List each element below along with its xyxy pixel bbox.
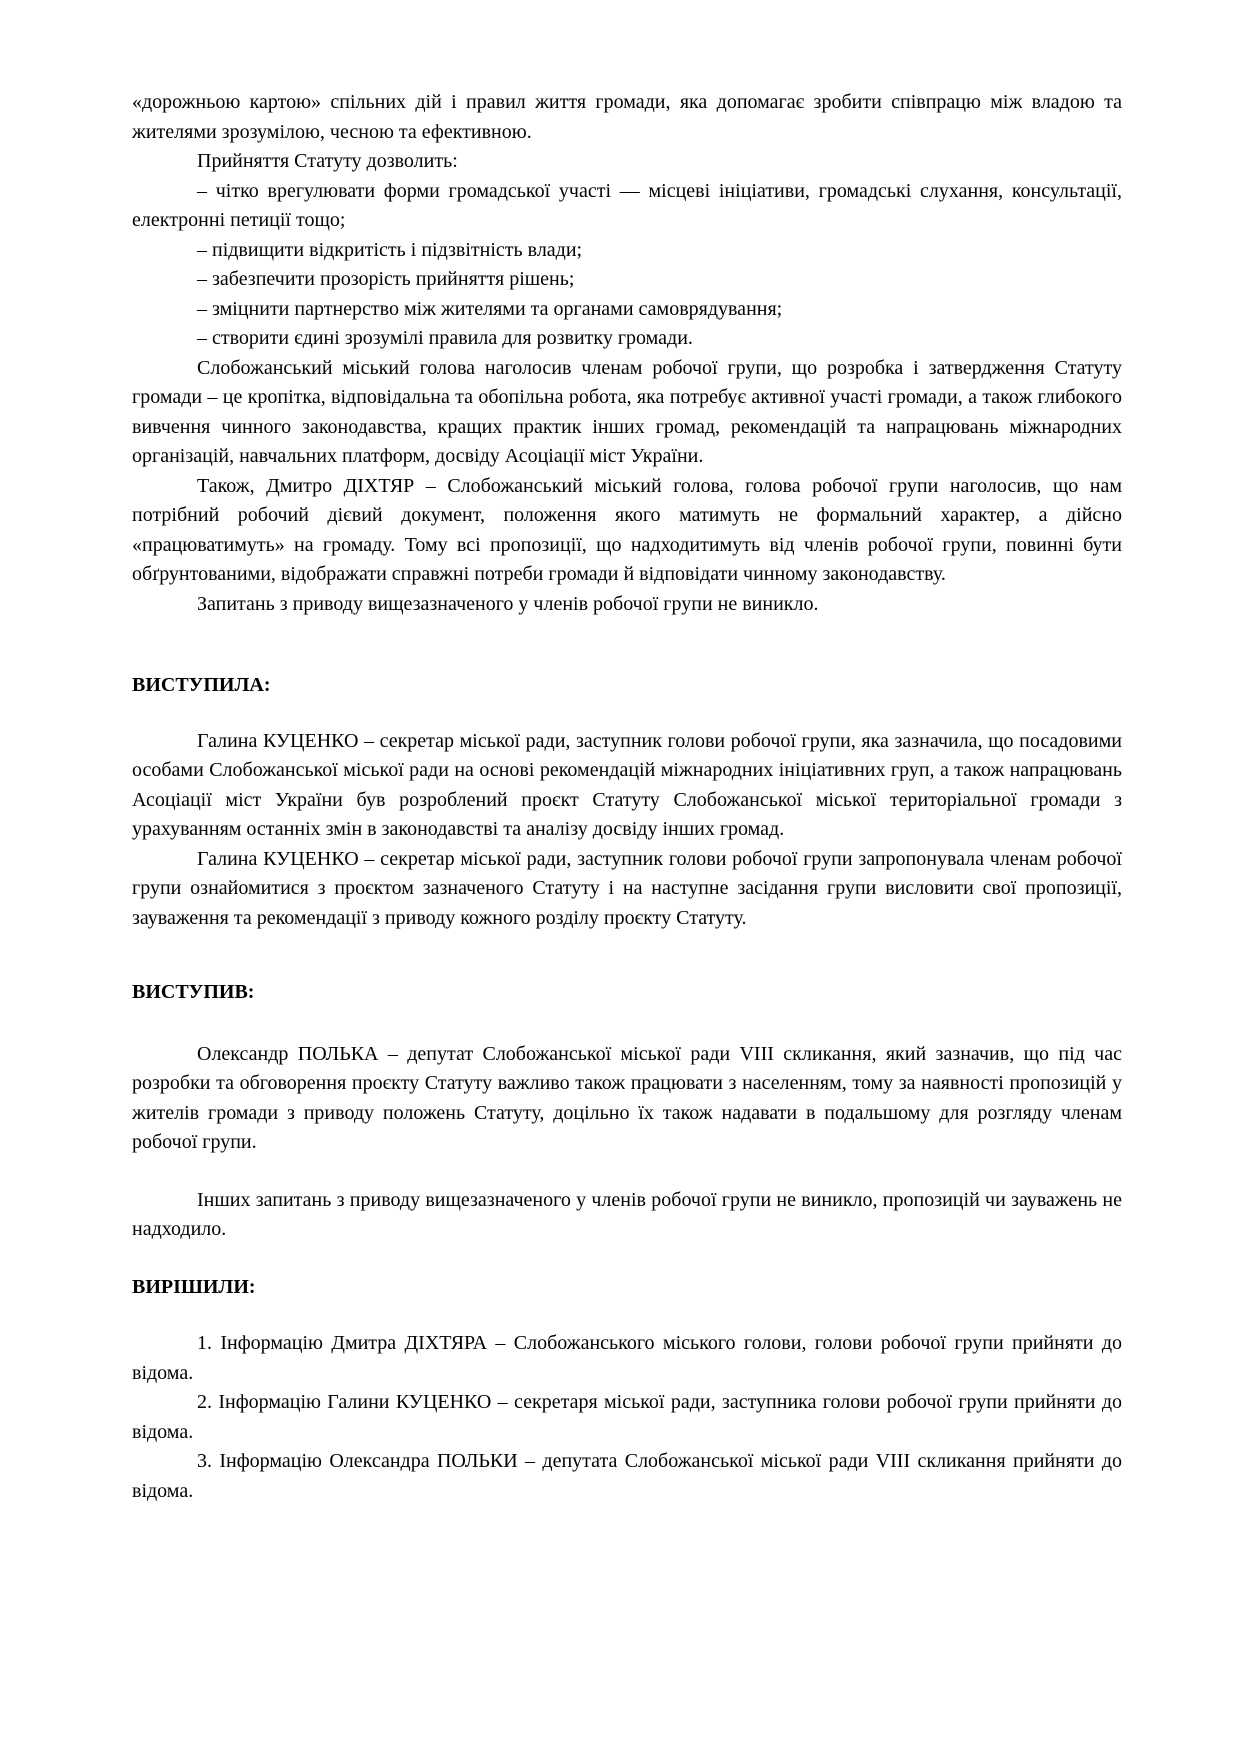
decision-item-2: 2. Інформацію Галини КУЦЕНКО – секретаря міської ради, заступника голови робочої групи прийняти до відома.	[132, 1391, 1122, 1443]
paragraph-no-questions: Запитань з приводу вищезазначеного у членів робочої групи не виникло.	[197, 592, 819, 615]
document-body	[132, 88, 1122, 1506]
paragraph-no-other-questions: Інших запитань з приводу вищезазначеного у членів робочої групи не виникло, пропозицій чи зауважень не надходило.	[132, 1188, 1122, 1240]
paragraph-continuation: «дорожньою картою» спільних дій і правил життя громади, яка допомагає зробити співпрацю між владою та жителями зрозумілою, чесною та ефективною.	[132, 91, 1122, 143]
paragraph-polka-statement: Олександр ПОЛЬКА – депутат Слобожанської міської ради VIII скликання, який зазначив, що під час розробки та обговорення проєкту Статуту важливо також працювати з населенням, тому за наявності пропозицій у жителів громади з приводу положень Статуту, доцільно їх також надавати в подальшому для розгляду членам робочої групи.	[132, 1042, 1122, 1153]
paragraph-lead: Прийняття Статуту дозволить:	[197, 150, 458, 172]
list-item-openness: – підвищити відкритість і підзвітність влади;	[197, 238, 583, 261]
decision-item-3: 3. Інформацію Олександра ПОЛЬКИ – депутата Слобожанської міської ради VIII скликання прийняти до відома.	[132, 1450, 1122, 1502]
paragraph-kutsenko-2: Галина КУЦЕНКО – секретар міської ради, заступник голови робочої групи запропонувала членам робочої групи ознайомитися з проєктом зазначеного Статуту і на наступне засідання групи висловити свої пропозиції, зауваження та рекомендації з приводу кожного розділу проєкту Статуту.	[132, 847, 1122, 929]
paragraph-kutsenko-1: Галина КУЦЕНКО – секретар міської ради, заступник голови робочої групи, яка зазначила, що посадовими особами Слобожанської міської ради на основі рекомендацій міжнародних ініціативних груп, а також напрацювань Асоціації міст України був розроблений проєкт Статуту Слобожанської міської територіальної громади з урахуванням останніх змін в законодавстві та аналізу досвіду інших громад.	[132, 729, 1122, 840]
list-item-forms-of-participation: – чітко врегулювати форми громадської участі — місцеві ініціативи, громадські слухання, консультації, електронні петиції тощо;	[132, 179, 1122, 231]
list-item-partnership: – зміцнити партнерство між жителями та органами самоврядування;	[197, 297, 783, 320]
heading-decided: ВИРІШИЛИ:	[132, 1275, 256, 1298]
heading-spoke-male: ВИСТУПИВ:	[132, 981, 255, 1003]
paragraph-mayor-statement: Слобожанський міський голова наголосив членам робочої групи, що розробка і затвердження Статуту громади – це кропітка, відповідальна та обопільна робота, яка потребує активної участі громади, а також глибокого вивчення чинного законодавства, кращих практик інших громад, рекомендацій та напрацювань міжнародних організацій, навчальних платформ, досвіду Асоціації міст України.	[132, 356, 1122, 467]
list-item-unified-rules: – створити єдині зрозумілі правила для розвитку громади.	[197, 327, 693, 349]
list-item-transparency: – забезпечити прозорість прийняття рішень;	[197, 268, 575, 290]
heading-spoke-female: ВИСТУПИЛА:	[132, 674, 271, 696]
paragraph-dikhtiar-statement: Також, Дмитро ДІХТЯР – Слобожанський міський голова, голова робочої групи наголосив, що нам потрібний робочий дієвий документ, положення якого матимуть не формальний характер, а дійсно «працюватимуть» на громаду. Тому всі пропозиції, що надходитимуть від членів робочої групи, повинні бути обґрунтованими, відображати справжні потреби громади й відповідати чинному законодавству.	[132, 474, 1122, 585]
decision-item-1: 1. Інформацію Дмитра ДІХТЯРА – Слобожанського міського голови, голови робочої групи прийняти до відома.	[132, 1332, 1122, 1384]
